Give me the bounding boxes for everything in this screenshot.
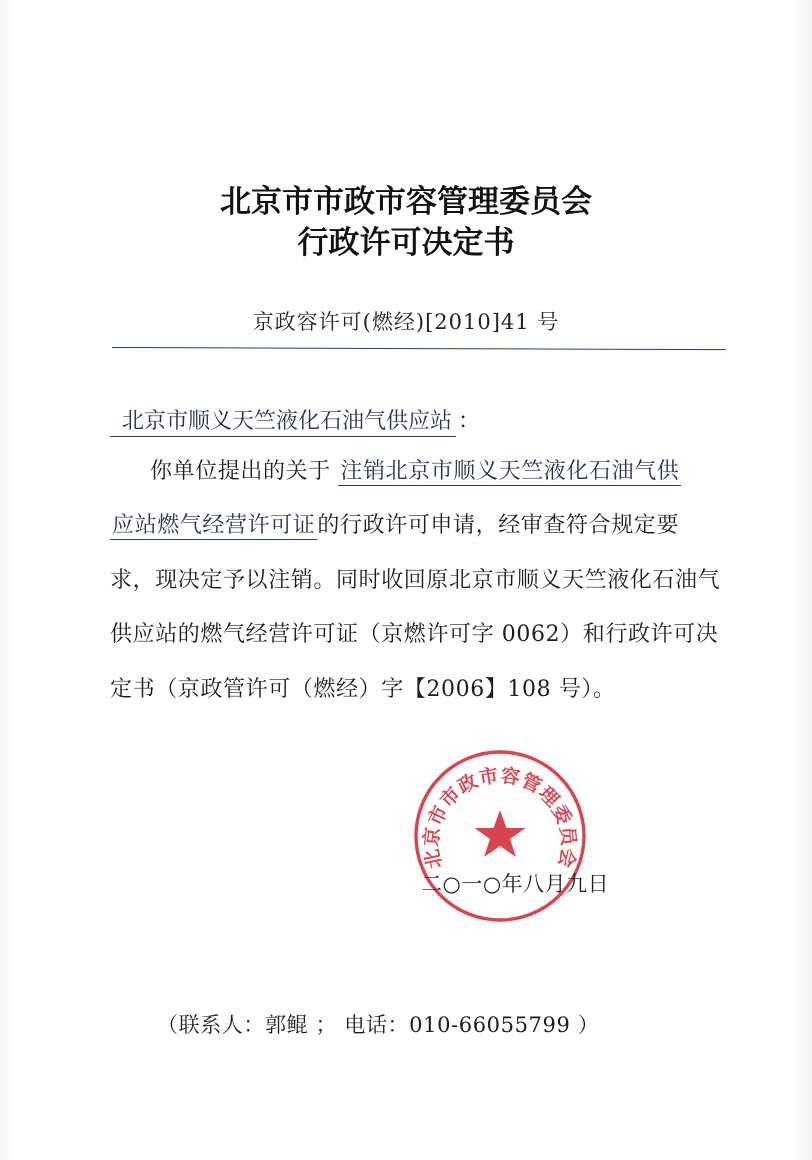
body-line-5: 定书（京政管许可（燃经）字【2006】108 号）。: [110, 677, 616, 702]
body-line-1-fill: 注销北京市顺义天竺液化石油气供: [340, 459, 680, 484]
recipient: [110, 404, 480, 437]
body-line-1: [150, 454, 681, 485]
seal-star-icon: [475, 810, 526, 857]
document-title-line-2: 行政许可决定书: [297, 225, 515, 261]
body-line-2: [110, 508, 679, 539]
decision-date: 二○一○年八月九日: [421, 872, 610, 896]
document-number: 京政容许可(燃经)[2010]41 号: [252, 310, 560, 334]
recipient-name: 北京市顺义天竺液化石油气供应站: [110, 404, 456, 437]
body-line-2-fill: 应站燃气经营许可证: [112, 513, 316, 538]
header-divider: [112, 347, 726, 350]
seal-text: 北京市市政市容管理委员会: [420, 764, 580, 871]
body-line-3: 求，现决定予以注销。同时收回原北京市顺义天竺液化石油气: [110, 568, 721, 593]
body-line-2-suffix: 的行政许可申请，经审查符合规定要: [317, 513, 680, 538]
recipient-colon: ：: [458, 409, 481, 434]
body-line-4: 供应站的燃气经营许可证（京燃许可字 0062）和行政许可决: [110, 622, 719, 647]
contact-info: （联系人：郭鲲 ； 电话：010-66055799 ）: [157, 1013, 600, 1037]
body-line-1-prefix: 你单位提出的关于: [150, 459, 339, 484]
document-title-line-1: 北京市市政市容管理委员会: [220, 184, 592, 220]
